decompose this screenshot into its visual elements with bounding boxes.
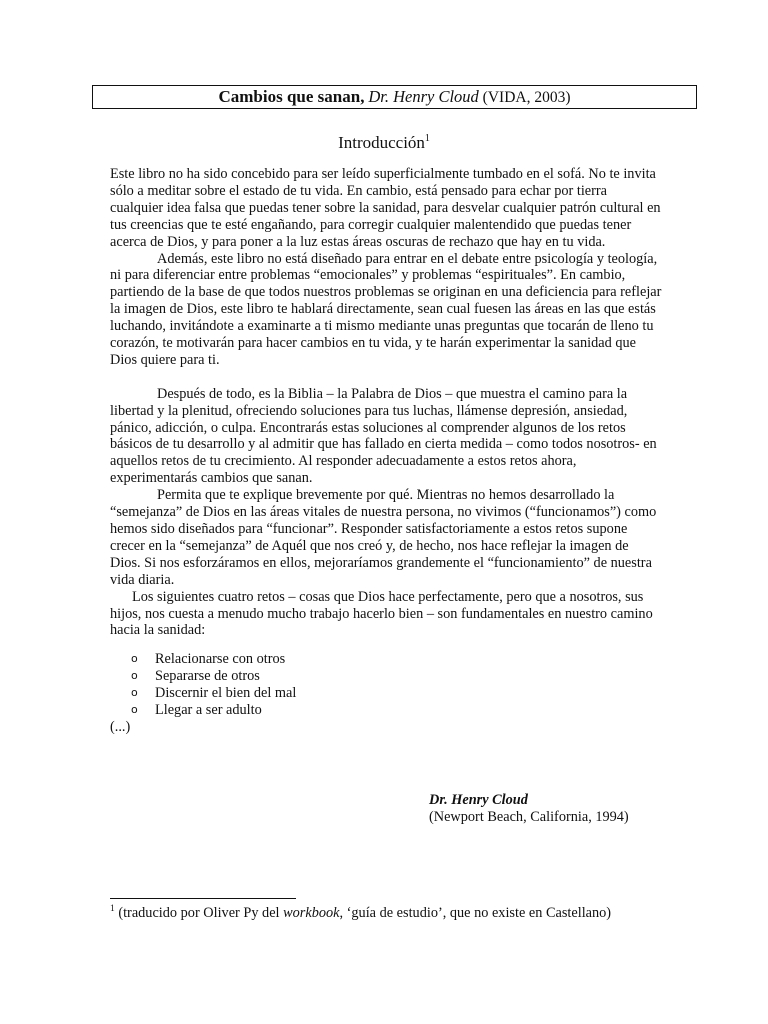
footnote-mark: 1 <box>110 904 115 914</box>
paragraph-gap <box>110 369 662 386</box>
footnote-divider <box>110 898 296 899</box>
bullet-icon: o <box>131 686 138 700</box>
paragraph: Este libro no ha sido concebido para ser leído superficialmente tumbado en el sofá. No te invita sólo a meditar sobre el estado de tu vida. En cambio, está pensado para echar por tierra cualquier idea falsa que puedas tener sobre la sanidad, para desvelar cualquier patrón cultural en tus creencias que te esté engañando, para corregir cualquier malentendido que puedas tener acerca de Dios, y para poner a la luz estas áreas oscuras de rechazo que hay en tu vida. <box>110 166 661 250</box>
footnote-text-after: , ‘guía de estudio’, que no existe en Castellano) <box>339 905 612 921</box>
signature <box>429 792 629 826</box>
list-item <box>110 651 662 668</box>
book-author: Dr. Henry Cloud <box>368 87 479 106</box>
page-title <box>0 133 768 153</box>
signature-place: (Newport Beach, California, 1994) <box>429 809 629 825</box>
list-item-label: Separarse de otros <box>155 668 260 685</box>
list-item-label: Llegar a ser adulto <box>155 702 262 719</box>
paragraph: Permita que te explique brevemente por qué. Mientras no hemos desarrollado la “semejanza” de Dios en las áreas vitales de nuestra persona, no vivimos (“funcionamos”) como hemos sido diseñados para “funcionar”. Responder satisfactoriamente a estos retos supone crecer en la “semejanza” de Aquél que nos creó y, de hecho, nos hace reflejar la imagen de Dios. Si nos esforzáramos en ellos, mejoraríamos grandemente el “funcionamiento” de nuestra vida diaria. <box>110 487 657 588</box>
list-item <box>110 668 662 685</box>
challenges-list <box>110 651 662 719</box>
list-item <box>110 702 662 719</box>
paragraph: Los siguientes cuatro retos – cosas que Dios hace perfectamente, pero que a nosotros, sus hijos, nos cuesta a menudo mucho trabajo hacerlo bien – son fundamentales en nuestro camino hacia la sanidad: <box>110 588 653 639</box>
list-item <box>110 685 662 702</box>
ellipsis: (...) <box>110 718 131 735</box>
body-text <box>110 166 662 736</box>
paragraph: Después de todo, es la Biblia – la Palabra de Dios – que muestra el camino para la libertad y la plenitud, ofreciendo soluciones para tus luchas, llámense depresión, ansiedad, pánico, adicción, o culpa. Encontrarás estas soluciones al comprender algunos de los retos básicos de tu desarrollo y al admitir que has fallado en cierta medida – como todos nosotros- en aquellos retos de tu crecimiento. Al responder adecuadamente a estos retos ahora, experimentarás cambios que sanan. <box>110 385 657 487</box>
title-footnote-mark: 1 <box>424 133 430 144</box>
paragraph: Además, este libro no está diseñado para entrar en el debate entre psicología y teología, ni para diferenciar entre problemas “emocionales” y problemas “espirituales”. En cambio, partiendo de la base de que todos nuestros problemas se originan en una deficiencia para reflejar la imagen de Dios, este libro te hablará directamente, sean cual fuesen las áreas en las que estás luchando, invitándote a examinarte a ti mismo mediante unas preguntas que tocarán de lleno tu corazón, te motivarán para hacer cambios en tu vida, y te harán experimentar la sanidad que Dios quiere para ti. <box>110 250 662 368</box>
bullet-icon: o <box>131 669 138 683</box>
footnote <box>110 905 690 922</box>
page-title-text: Introducción <box>338 133 425 152</box>
bullet-icon: o <box>131 652 138 666</box>
footnote-text-before: (traducido por Oliver Py del <box>114 905 284 921</box>
bullet-icon: o <box>131 703 138 717</box>
list-item-label: Relacionarse con otros <box>155 651 286 668</box>
signature-name: Dr. Henry Cloud <box>429 792 528 808</box>
list-item-label: Discernir el bien del mal <box>155 685 297 702</box>
citation-header <box>92 85 697 109</box>
footnote-emphasis: workbook <box>283 905 340 921</box>
book-publisher: (VIDA, 2003) <box>482 89 571 106</box>
book-title: Cambios que sanan, <box>218 87 365 106</box>
